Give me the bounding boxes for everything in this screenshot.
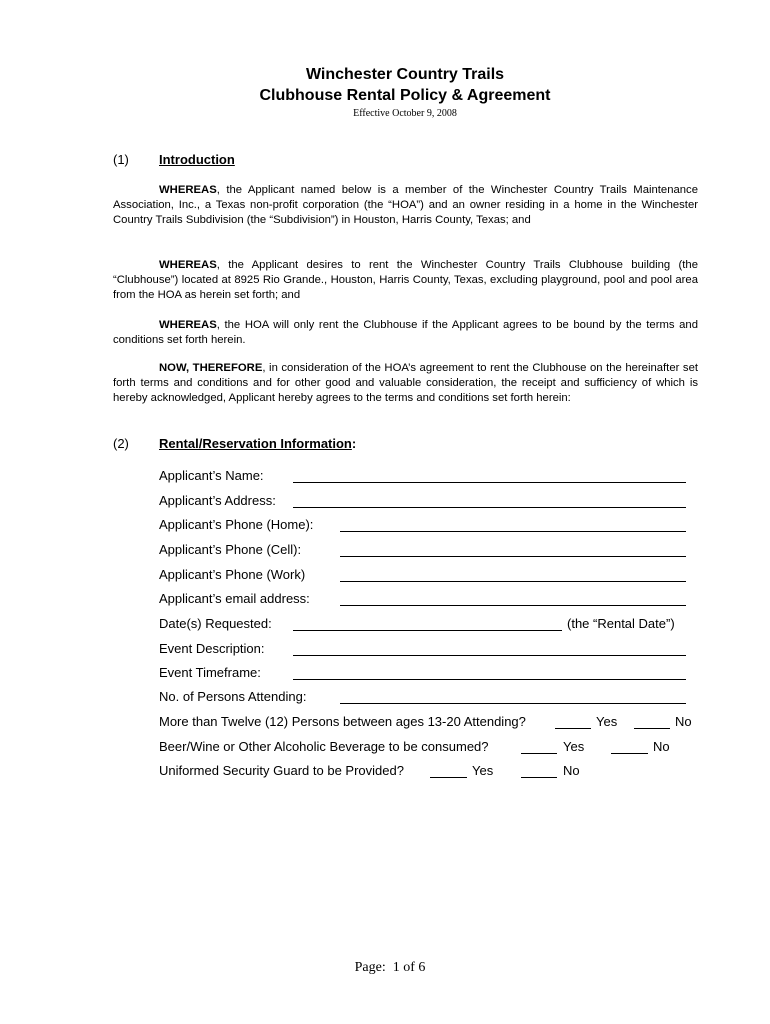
paragraph-whereas-2 <box>113 258 698 303</box>
applicant-address-field[interactable] <box>293 507 686 508</box>
phone-work-field[interactable] <box>340 581 686 582</box>
section-2-heading: Rental/Reservation Information <box>159 436 352 451</box>
teens-no-blank[interactable] <box>634 728 670 729</box>
paragraph-lead: WHEREAS <box>159 319 217 331</box>
section-2-number: (2) <box>113 436 129 451</box>
security-no-label: No <box>563 763 580 778</box>
email-label: Applicant’s email address: <box>159 591 310 606</box>
paragraph-text: , the Applicant named below is a member of the Winchester Country Trails Maintenance Association, Inc., a Texas non-profit corporation (the “HOA”) and an owner residing in a home in the Winchester Country Trails Subdivision (the “Subdivision”) in Houston, Harris County, Texas; and <box>113 184 698 226</box>
page-total: 6 <box>418 960 426 975</box>
phone-home-field[interactable] <box>340 531 686 532</box>
security-no-blank[interactable] <box>521 777 557 778</box>
alcohol-no-blank[interactable] <box>611 753 648 754</box>
alcohol-yes-label: Yes <box>563 739 585 754</box>
dates-requested-label: Date(s) Requested: <box>159 616 272 631</box>
section-1-heading: Introduction <box>159 152 235 167</box>
paragraph-whereas-1 <box>113 183 698 228</box>
paragraph-lead: WHEREAS <box>159 184 217 196</box>
event-timeframe-label: Event Timeframe: <box>159 665 261 680</box>
paragraph-text: , in consideration of the HOA’s agreement to rent the Clubhouse on the hereinafter set forth terms and conditions and for other good and valuable consideration, the receipt and sufficiency of which is hereby acknowledged, Applicant hereby agrees to the terms and conditions set forth herein: <box>113 362 698 404</box>
dates-requested-field[interactable] <box>293 630 562 631</box>
paragraph-text: , the HOA will only rent the Clubhouse if the Applicant agrees to be bound by the terms and conditions set forth herein. <box>113 319 698 346</box>
alcohol-no-label: No <box>653 739 670 754</box>
applicant-name-label: Applicant’s Name: <box>159 468 264 483</box>
phone-work-label: Applicant’s Phone (Work) <box>159 567 306 582</box>
security-question: Uniformed Security Guard to be Provided? <box>159 763 404 778</box>
rental-date-note: (the “Rental Date”) <box>567 616 675 631</box>
security-yes-label: Yes <box>472 763 494 778</box>
page-of: of <box>403 960 415 975</box>
page-label: Page: <box>354 960 386 975</box>
phone-cell-label: Applicant’s Phone (Cell): <box>159 542 302 557</box>
paragraph-whereas-3 <box>113 318 698 348</box>
teens-no-label: No <box>675 714 692 729</box>
paragraph-lead: WHEREAS <box>159 259 217 271</box>
email-field[interactable] <box>340 605 686 606</box>
document-subtitle: Clubhouse Rental Policy & Agreement <box>259 87 551 104</box>
security-yes-blank[interactable] <box>430 777 467 778</box>
alcohol-yes-blank[interactable] <box>521 753 557 754</box>
event-timeframe-field[interactable] <box>293 679 686 680</box>
applicant-address-label: Applicant’s Address: <box>159 493 276 508</box>
event-description-label: Event Description: <box>159 641 265 656</box>
teens-yes-blank[interactable] <box>555 728 591 729</box>
applicant-name-field[interactable] <box>293 482 686 483</box>
section-1-number: (1) <box>113 152 129 167</box>
page-number <box>0 960 770 976</box>
document-title: Winchester Country Trails <box>305 66 505 83</box>
phone-cell-field[interactable] <box>340 556 686 557</box>
paragraph-text: , the Applicant desires to rent the Winchester Country Trails Clubhouse building (the “Clubhouse”) located at 8925 Rio Grande., Houston, Harris County, Texas, excluding playground, pool and pool area from the HOA as herein set forth; and <box>113 259 698 301</box>
persons-attending-field[interactable] <box>340 703 686 704</box>
event-description-field[interactable] <box>293 655 686 656</box>
phone-home-label: Applicant’s Phone (Home): <box>159 517 314 532</box>
paragraph-lead: NOW, THEREFORE <box>159 362 263 374</box>
page-current: 1 <box>392 960 400 975</box>
persons-attending-label: No. of Persons Attending: <box>159 689 307 704</box>
alcohol-question: Beer/Wine or Other Alcoholic Beverage to be consumed? <box>159 739 489 754</box>
teens-yes-label: Yes <box>596 714 618 729</box>
teens-question: More than Twelve (12) Persons between ages 13-20 Attending? <box>159 714 526 729</box>
effective-date: Effective October 9, 2008 <box>353 108 457 119</box>
section-2-heading-wrap <box>159 436 356 451</box>
section-2-heading-colon: : <box>351 436 357 451</box>
paragraph-now-therefore <box>113 361 698 406</box>
